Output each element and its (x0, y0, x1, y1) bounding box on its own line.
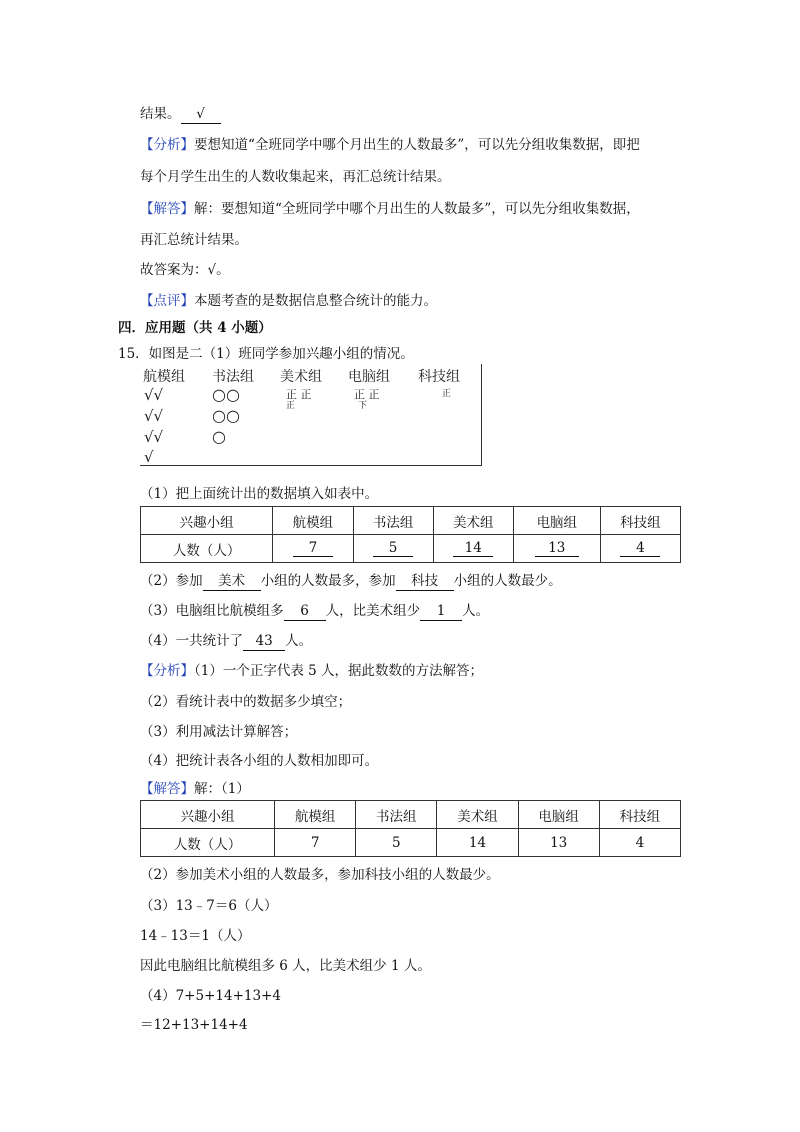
table-header-cell: 美术组 (437, 801, 518, 829)
analysis-tag: 【分析】 (140, 137, 194, 153)
answer-value: 13 (535, 541, 579, 558)
q15-answer-table (140, 506, 681, 563)
hangmo-tally-row: √ (144, 448, 154, 466)
table-header-cell: 电脑组 (518, 801, 599, 829)
figure-header-hangmo: 航模组 (143, 369, 185, 385)
shufa-tally-row: ○○ (212, 385, 240, 404)
table-header-cell: 电脑组 (513, 507, 600, 535)
q15-solution-line2: （2）参加美术小组的人数最多，参加科技小组的人数最少。 (140, 867, 500, 883)
analysis-tag: 【分析】 (140, 663, 194, 679)
answer-blank: 美术 (203, 574, 261, 591)
diannao-tally-extra: 下 (358, 401, 368, 411)
q15-solution-table (140, 800, 681, 857)
keji-tally: 正 (442, 389, 452, 399)
table-row (141, 535, 681, 563)
analysis1-line2: 每个月学生出生的人数收集起来，再汇总统计结果。 (140, 169, 451, 185)
table-header-cell: 航模组 (275, 801, 356, 829)
q15-solution-line3: （3）13﹣7＝6（人） (140, 898, 278, 914)
table-row (141, 801, 681, 829)
solution1-line2: 再汇总统计结果。 (140, 232, 248, 248)
q15-solution-line7: ＝12+13+14+4 (140, 1017, 248, 1033)
meishu-tally-extra: 正 (286, 401, 296, 411)
q15-figure (140, 364, 482, 466)
table-cell: 13 (518, 829, 599, 857)
table-row (141, 507, 681, 535)
figure-header-meishu: 美术组 (280, 369, 322, 385)
answer-value: 4 (620, 541, 660, 558)
answer-value: 14 (453, 541, 493, 558)
hangmo-tally-row: √√ (144, 407, 164, 425)
answer-line: 故答案为：√。 (140, 262, 230, 278)
meishu-tally: 正 正 (286, 388, 312, 401)
table-row-label: 人数（人） (141, 535, 273, 563)
q15-sub2: （2）参加 美术 小组的人数最多，参加 科技 小组的人数最少。 (140, 573, 562, 589)
q15-stem: 15．如图是二（1）班同学参加兴趣小组的情况。 (118, 346, 414, 362)
hangmo-tally-row: √√ (144, 428, 164, 446)
solution-tag: 【解答】 (140, 201, 194, 217)
result-answer: √ (181, 107, 221, 124)
section-title: 四．应用题（共 4 小题） (118, 320, 272, 336)
q15-solution-line4: 14﹣13＝1（人） (140, 928, 251, 944)
table-header-cell: 科技组 (599, 801, 680, 829)
q15-analysis-line4: （4）把统计表各小组的人数相加即可。 (140, 753, 379, 769)
table-header-cell: 书法组 (353, 507, 433, 535)
figure-header-keji: 科技组 (418, 369, 460, 385)
q15-analysis-line3: （3）利用减法计算解答； (140, 724, 298, 740)
table-header-cell: 兴趣小组 (141, 507, 273, 535)
q15-analysis-line2: （2）看统计表中的数据多少填空； (140, 694, 352, 710)
answer-value: 5 (373, 541, 413, 558)
table-header-cell: 科技组 (600, 507, 680, 535)
table-header-cell: 兴趣小组 (141, 801, 275, 829)
result-line: 结果。 √ (140, 102, 221, 124)
diannao-tally: 正 正 (354, 388, 380, 401)
hangmo-tally-row: √√ (144, 386, 164, 404)
q15-solution-line6: （4）7+5+14+13+4 (140, 988, 281, 1004)
answer-blank: 43 (243, 634, 285, 651)
solution-tag: 【解答】 (140, 781, 194, 797)
answer-blank: 科技 (396, 574, 454, 591)
table-cell: 7 (275, 829, 356, 857)
q15-sub3: （3）电脑组比航模组多 6 人，比美术组少 1 人。 (140, 603, 490, 619)
answer-value: 7 (293, 541, 333, 558)
q15-sub4: （4）一共统计了 43 人。 (140, 633, 313, 649)
analysis1-line1: 【分析】要想知道“全班同学中哪个月出生的人数最多”，可以先分组收集数据，即把 (140, 137, 640, 153)
review-line: 【点评】本题考查的是数据信息整合统计的能力。 (140, 293, 437, 309)
table-header-cell: 美术组 (433, 507, 513, 535)
solution1-line1: 【解答】解：要想知道“全班同学中哪个月出生的人数最多”，可以先分组收集数据， (140, 201, 640, 217)
q15-sub1: （1）把上面统计出的数据填入如表中。 (140, 486, 379, 502)
table-row (141, 829, 681, 857)
table-row-label: 人数（人） (141, 829, 275, 857)
shufa-tally-row: ○○ (212, 406, 240, 425)
answer-blank: 1 (420, 604, 462, 621)
figure-header-diannao: 电脑组 (348, 369, 390, 385)
answer-blank: 6 (284, 604, 326, 621)
table-cell: 5 (356, 829, 437, 857)
table-header-cell: 书法组 (356, 801, 437, 829)
table-cell: 4 (599, 829, 680, 857)
q15-solution-line1: 【解答】解：（1） (140, 781, 250, 797)
q15-solution-line5: 因此电脑组比航模组多 6 人，比美术组少 1 人。 (140, 958, 431, 974)
review-tag: 【点评】 (140, 293, 194, 309)
q15-analysis-line1: 【分析】（1）一个正字代表 5 人，据此数数的方法解答； (140, 663, 484, 679)
table-cell: 14 (437, 829, 518, 857)
shufa-tally-row: ○ (212, 427, 226, 446)
table-header-cell: 航模组 (273, 507, 353, 535)
figure-header-shufa: 书法组 (212, 369, 254, 385)
